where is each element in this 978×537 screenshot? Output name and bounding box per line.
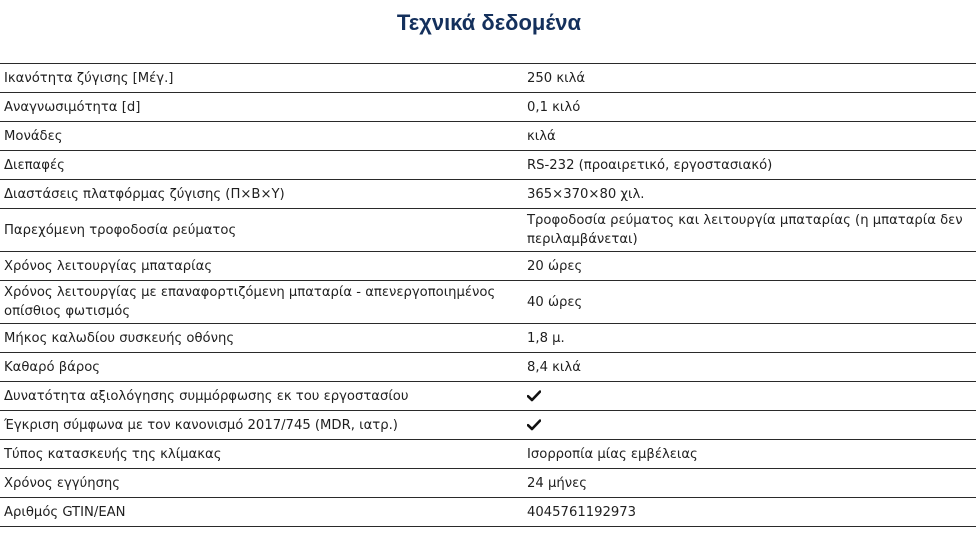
spec-row-factory-verification (0, 382, 976, 411)
spec-value: Τροφοδοσία ρεύματος και λειτουργία μπαταρίας (η μπαταρία δεν περιλαμβάνεται) (517, 209, 976, 252)
spec-row-construction-type (0, 440, 976, 469)
spec-value: 24 μήνες (517, 469, 976, 498)
spec-label: Δυνατότητα αξιολόγησης συμμόρφωσης εκ του εργοστασίου (0, 382, 517, 411)
spec-row-cable-length (0, 324, 976, 353)
spec-label: Τύπος κατασκευής της κλίμακας (0, 440, 517, 469)
spec-value: 1,8 μ. (517, 324, 976, 353)
checkmark-icon (527, 390, 541, 402)
spec-value (517, 411, 976, 440)
spec-row-capacity (0, 64, 976, 93)
spec-row-units (0, 122, 976, 151)
spec-value: 0,1 κιλό (517, 93, 976, 122)
spec-value: 250 κιλά (517, 64, 976, 93)
spec-label: Παρεχόμενη τροφοδοσία ρεύματος (0, 209, 517, 252)
spec-row-net-weight (0, 353, 976, 382)
spec-label: Καθαρό βάρος (0, 353, 517, 382)
spec-label: Έγκριση σύμφωνα με τον κανονισμό 2017/745 (MDR, ιατρ.) (0, 411, 517, 440)
spec-row-interfaces (0, 151, 976, 180)
spec-row-mdr-approval (0, 411, 976, 440)
spec-value: 40 ώρες (517, 281, 976, 324)
spec-label: Διεπαφές (0, 151, 517, 180)
spec-row-dimensions (0, 180, 976, 209)
specs-table (0, 63, 976, 527)
spec-label: Ικανότητα ζύγισης [Μέγ.] (0, 64, 517, 93)
spec-row-gtin (0, 498, 976, 527)
spec-value: 8,4 κιλά (517, 353, 976, 382)
spec-label: Χρόνος λειτουργίας μπαταρίας (0, 252, 517, 281)
spec-value: κιλά (517, 122, 976, 151)
spec-value: 365×370×80 χιλ. (517, 180, 976, 209)
spec-value (517, 382, 976, 411)
spec-label: Μονάδες (0, 122, 517, 151)
checkmark-icon (527, 419, 541, 431)
spec-row-battery-time (0, 252, 976, 281)
page-title: Τεχνικά δεδομένα (396, 10, 582, 35)
spec-label: Χρόνος λειτουργίας με επαναφορτιζόμενη μπαταρία - απενεργοποιημένος οπίσθιος φωτισμός (0, 281, 517, 324)
spec-row-readability (0, 93, 976, 122)
spec-value: 4045761192973 (517, 498, 976, 527)
spec-label: Μήκος καλωδίου συσκευής οθόνης (0, 324, 517, 353)
spec-label: Αναγνωσιμότητα [d] (0, 93, 517, 122)
spec-label: Χρόνος εγγύησης (0, 469, 517, 498)
spec-label: Διαστάσεις πλατφόρμας ζύγισης (Π×Β×Υ) (0, 180, 517, 209)
spec-row-rechargeable-time (0, 281, 976, 324)
spec-value: 20 ώρες (517, 252, 976, 281)
spec-value: RS-232 (προαιρετικό, εργοστασιακό) (517, 151, 976, 180)
spec-row-power-supply (0, 209, 976, 252)
spec-value: Ισορροπία μίας εμβέλειας (517, 440, 976, 469)
spec-label: Αριθμός GTIN/EAN (0, 498, 517, 527)
spec-row-warranty (0, 469, 976, 498)
